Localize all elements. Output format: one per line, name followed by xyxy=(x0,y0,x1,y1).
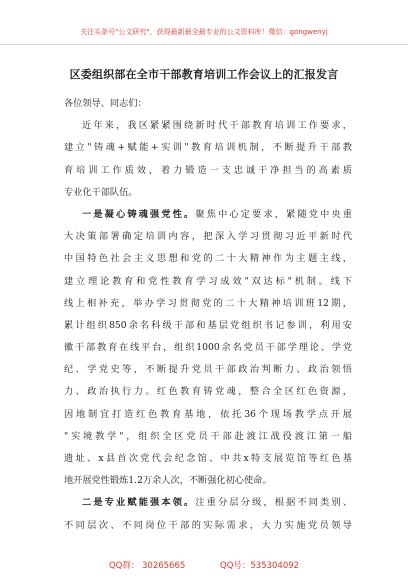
document-title: 区委组织部在全市干部教育培训工作会议上的汇报发言 xyxy=(69,68,339,81)
section1-first-text: 聚焦中心定要求，紧随党中央重 xyxy=(195,208,352,220)
section1-line: 力、政治执行力。红色教育铸党魂，整合全区红色资源， xyxy=(64,386,352,398)
section2-line: 不同层次、不同岗位干部的实际需求，大力实施党员领导 xyxy=(64,519,352,531)
section2-first-line xyxy=(64,492,352,514)
section1-line: 因地制宜打造红色教育基地，依托36个现场教学点开展 xyxy=(64,408,352,420)
section1-line: "实境教学"，组织全区党员干部赴渡江战役渡江第一船 xyxy=(64,430,352,442)
section1-line: 建立理论教育和党性教育学习成效"双达标"机制。线下 xyxy=(64,275,352,287)
footer-contact xyxy=(0,559,408,571)
section1-line: 线上相补充，举办学习贯彻党的二十大精神培训班12期， xyxy=(64,297,352,309)
section1-line: 徽干部教育在线平台，组织1000余名党员干部学理论、学党 xyxy=(64,342,352,354)
section1-line: 遗址、x县首次党代会纪念馆、中共x特支展览馆等红色基 xyxy=(64,453,352,464)
qq-number: QQ号：535304092 xyxy=(220,561,300,571)
intro-line: 建立"铸魂+赋能+实训"教育培训机制，不断提升干部教 xyxy=(64,142,352,154)
section2-first-text: 注重分层分级，根据不同类别、 xyxy=(195,497,352,509)
section1-line: 地开展党性锻炼1.2万余人次，不断强化初心使命。 xyxy=(64,475,272,487)
intro-line: 育培训工作质效，着力锻造一支忠诚干净担当的高素质 xyxy=(64,164,352,176)
intro-line: 近年来，我区紧紧围绕新时代干部教育培训工作要求， xyxy=(82,120,352,132)
section1-line: 累计组织850余名科级干部和基层党组织书记参训，利用安 xyxy=(64,319,352,331)
top-banner xyxy=(0,0,408,45)
section1-heading: 一是凝心铸魂强党性。 xyxy=(82,208,196,220)
section2-heading: 二是专业赋能强本领。 xyxy=(82,497,196,509)
section1-line: 纪、学党史等，不断提升党员干部政治判断力、政治领悟 xyxy=(64,364,352,376)
promo-banner-text: 关注头条号"公文研究"，获得最新最全最专业的公文资料库！微信：gongwenyj xyxy=(80,28,328,36)
section1-line: 中国特色社会主义思想和党的二十大精神作为主题主线， xyxy=(64,253,352,265)
section1-line: 大决策部署确定培训内容，把深入学习贯彻习近平新时代 xyxy=(64,231,352,243)
document-body xyxy=(64,93,352,537)
section1-first-line xyxy=(64,204,352,226)
qq-group: QQ群： 30265665 xyxy=(108,561,186,571)
salutation: 各位领导、同志们： xyxy=(64,98,147,109)
intro-line: 专业化干部队伍。 xyxy=(64,186,138,198)
